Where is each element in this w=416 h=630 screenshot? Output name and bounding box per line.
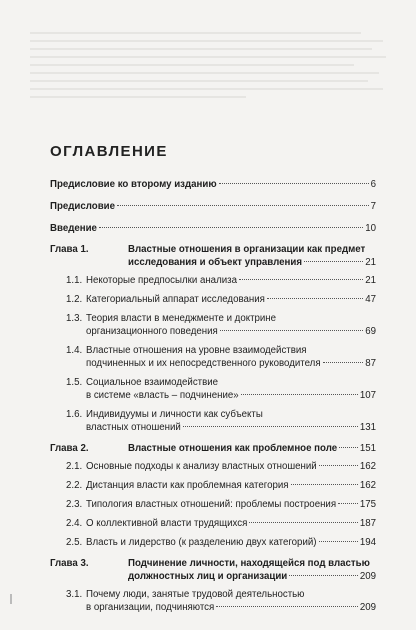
page-number: 131 xyxy=(359,422,376,433)
leader-dots xyxy=(319,541,358,542)
page-number: 87 xyxy=(365,358,376,369)
section-title: Власть и лидерство (к разделению двух категорий) xyxy=(86,537,317,548)
page-number: 6 xyxy=(370,179,376,190)
chapter-number: Глава 1. xyxy=(50,244,89,255)
toc-section-1-2[interactable] xyxy=(50,293,376,306)
section-title-line: Социальное взаимодействие xyxy=(86,377,219,388)
leader-dots xyxy=(267,298,363,299)
entry-title: Предисловие ко второму изданию xyxy=(50,179,217,190)
leader-dots xyxy=(183,426,358,427)
section-title-line: в системе «власть – подчинение» xyxy=(86,390,239,401)
leader-dots xyxy=(339,447,358,448)
section-title-line: Властные отношения на уровне взаимодействия xyxy=(86,345,307,356)
page-number: 7 xyxy=(370,201,376,212)
leader-dots xyxy=(99,227,363,228)
toc-section-1-5[interactable] xyxy=(50,376,376,402)
page-number: 209 xyxy=(359,602,376,613)
leader-dots xyxy=(249,522,358,523)
toc-heading: ОГЛАВЛЕНИЕ xyxy=(50,143,168,160)
page-number: 175 xyxy=(359,499,376,510)
section-title-line: Почему люди, занятые трудовой деятельностью xyxy=(86,589,305,600)
page-number: 162 xyxy=(359,461,376,472)
leader-dots xyxy=(220,330,363,331)
section-number: 1.4. xyxy=(66,345,83,356)
page-number: 10 xyxy=(365,223,376,234)
page-number: 107 xyxy=(359,390,376,401)
section-number: 2.3. xyxy=(66,499,83,510)
chapter-title-line: Подчинение личности, находящейся под властью xyxy=(128,558,370,569)
section-title: Некоторые предпосылки анализа xyxy=(86,275,237,286)
table-of-contents xyxy=(50,178,376,614)
leader-dots xyxy=(239,279,363,280)
section-title-line: Индивидуумы и личности как субъекты xyxy=(86,409,263,420)
page-number: 47 xyxy=(365,294,376,305)
section-number: 2.4. xyxy=(66,518,83,529)
section-title: Типология властных отношений: проблемы построения xyxy=(86,499,337,510)
page-number: 187 xyxy=(359,518,376,529)
toc-section-2-3[interactable] xyxy=(50,498,376,511)
section-number: 2.5. xyxy=(66,537,83,548)
page-number: 162 xyxy=(359,480,376,491)
chapter-number: Глава 3. xyxy=(50,558,89,569)
page-number: 21 xyxy=(365,275,376,286)
page-number: 209 xyxy=(359,571,376,582)
toc-chapter-1[interactable] xyxy=(50,243,376,269)
toc-entry-preface[interactable] xyxy=(50,200,376,213)
section-title-line: властных отношений xyxy=(86,422,181,433)
entry-title: Предисловие xyxy=(50,201,116,212)
section-number: 1.2. xyxy=(66,294,83,305)
section-number: 2.2. xyxy=(66,480,83,491)
section-title-line: в организации, подчиняются xyxy=(86,602,215,613)
section-number: 1.1. xyxy=(66,275,83,286)
section-title-line: организационного поведения xyxy=(86,326,218,337)
page-number: 21 xyxy=(365,257,376,268)
toc-section-2-5[interactable] xyxy=(50,536,376,549)
leader-dots xyxy=(323,362,364,363)
page-number: 194 xyxy=(359,537,376,548)
section-title-line: Теория власти в менеджменте и доктрине xyxy=(86,313,277,324)
page-edge-mark xyxy=(10,594,12,604)
toc-entry-introduction[interactable] xyxy=(50,222,376,235)
section-title: Основные подходы к анализу властных отношений xyxy=(86,461,317,472)
toc-chapter-2[interactable] xyxy=(50,442,376,455)
toc-section-3-1[interactable] xyxy=(50,588,376,614)
toc-section-1-4[interactable] xyxy=(50,344,376,370)
leader-dots xyxy=(241,394,358,395)
leader-dots xyxy=(289,575,358,576)
chapter-title-line: Властные отношения в организации как предмет xyxy=(128,244,366,255)
entry-title: Введение xyxy=(50,223,97,234)
chapter-title-line: исследования и объект управления xyxy=(128,257,302,268)
chapter-title: Властные отношения как проблемное поле xyxy=(128,443,338,454)
toc-section-1-3[interactable] xyxy=(50,312,376,338)
leader-dots xyxy=(216,606,358,607)
section-number: 2.1. xyxy=(66,461,83,472)
leader-dots xyxy=(219,183,369,184)
page-number: 69 xyxy=(365,326,376,337)
toc-section-2-2[interactable] xyxy=(50,479,376,492)
leader-dots xyxy=(117,205,369,206)
chapter-title-line: должностных лиц и организации xyxy=(128,571,288,582)
section-title-line: подчиненных и их непосредственного руководителя xyxy=(86,358,321,369)
section-title: Категориальный аппарат исследования xyxy=(86,294,265,305)
show-through-text xyxy=(30,26,390,120)
toc-chapter-3[interactable] xyxy=(50,557,376,583)
section-title: О коллективной власти трудящихся xyxy=(86,518,248,529)
leader-dots xyxy=(291,484,358,485)
toc-section-1-6[interactable] xyxy=(50,408,376,434)
toc-section-2-4[interactable] xyxy=(50,517,376,530)
section-number: 3.1. xyxy=(66,589,83,600)
section-number: 1.6. xyxy=(66,409,83,420)
toc-section-2-1[interactable] xyxy=(50,460,376,473)
toc-entry-preface-second-edition[interactable] xyxy=(50,178,376,191)
leader-dots xyxy=(304,261,363,262)
leader-dots xyxy=(338,503,358,504)
leader-dots xyxy=(319,465,358,466)
toc-section-1-1[interactable] xyxy=(50,274,376,287)
chapter-number: Глава 2. xyxy=(50,443,89,454)
section-number: 1.5. xyxy=(66,377,83,388)
section-title: Дистанция власти как проблемная категория xyxy=(86,480,289,491)
section-number: 1.3. xyxy=(66,313,83,324)
page-number: 151 xyxy=(359,443,376,454)
